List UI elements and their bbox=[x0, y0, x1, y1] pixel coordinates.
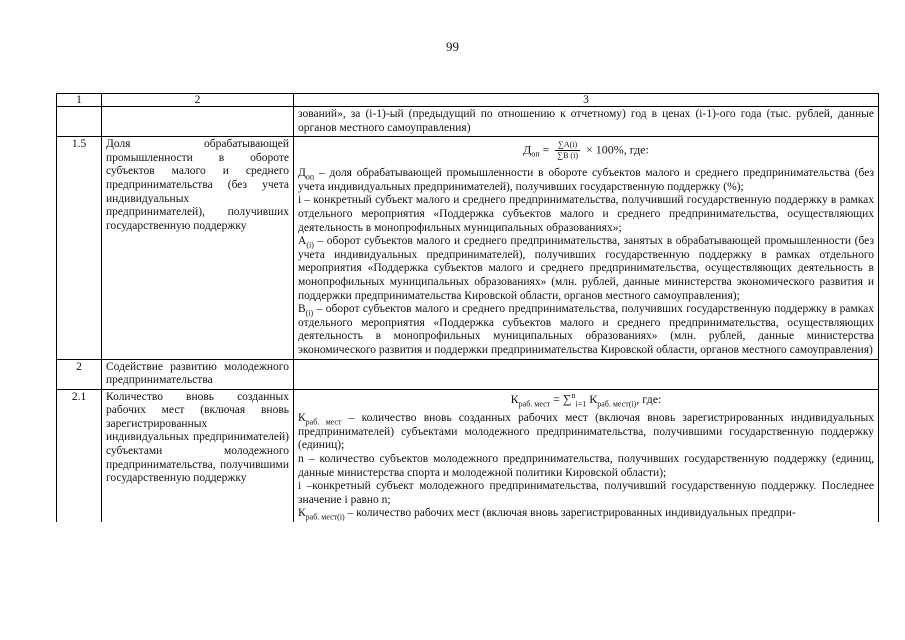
definition-text: – количество вновь созданных рабочих мест (включая вновь зарегистрированных индивидуальных предпринимателей) субъектами молодежного предпринимательства, получившими государственную поддержку (единиц); bbox=[298, 412, 874, 452]
formula-rhs-sub: раб. мест(i) bbox=[597, 399, 637, 409]
symbol: Д bbox=[298, 167, 306, 180]
symbol-sub: раб. мест bbox=[305, 417, 342, 427]
continuation-text: зований», за (i-1)-ый (предыдущий по отношению к отчетному) год в ценах (i-1)-ого года (тыс. рублей, данные органов местного самоуправления) bbox=[294, 107, 879, 137]
indicator-name: Содействие развитию молодежного предпринимательства bbox=[102, 359, 294, 389]
formula-sum-lower: i=1 bbox=[575, 399, 587, 409]
formula-lhs: К bbox=[510, 391, 519, 406]
symbol: К bbox=[298, 507, 306, 520]
definition-k bbox=[298, 412, 874, 453]
header-col-2: 2 bbox=[102, 94, 294, 107]
indicators-table bbox=[56, 93, 879, 522]
formula bbox=[298, 138, 874, 167]
symbol: В bbox=[298, 303, 306, 316]
definition-text: – количество рабочих мест (включая вновь зарегистрированных индивидуальных предпри- bbox=[344, 507, 796, 520]
indicator-description bbox=[294, 389, 879, 522]
definition-text: – оборот субъектов малого и среднего предпринимательства, занятых в обрабатывающей промышленности (без учета индивидуальных предпринимателей), получивших государственную поддержку в рамках отдельного мероприятия «Поддержка субъектов малого и среднего предпринимательства, осуществляющих деятельность в монопрофильных муниципальных образованиях» (млн. рублей, данные министерства экономического развития и поддержки предпринимательства Кировской области, органов местного самоуправления); bbox=[298, 235, 874, 302]
table-header-row bbox=[57, 94, 879, 107]
table-row bbox=[57, 359, 879, 389]
formula-numerator: ∑A(i) bbox=[555, 140, 580, 151]
definition-b bbox=[298, 303, 874, 357]
definition-d bbox=[298, 167, 874, 194]
row-number: 2.1 bbox=[57, 389, 102, 522]
definition-n: n – количество субъектов молодежного предпринимательства, получивших государственную поддержку (единиц, данные министерства спорта и молодежной политики Кировской области); bbox=[298, 453, 874, 479]
definition-i: i – конкретный субъект малого и среднего предпринимательства, получивший государственную поддержку в рамках отдельного мероприятия «Поддержка субъектов малого и среднего предпринимательства, осуществляющих деятельность в монопрофильных муниципальных образованиях»; bbox=[298, 194, 874, 234]
symbol: А bbox=[298, 235, 307, 248]
symbol: К bbox=[298, 412, 306, 425]
table-row bbox=[57, 107, 879, 137]
indicator-description bbox=[294, 359, 879, 389]
formula-lhs: Д bbox=[523, 142, 532, 157]
header-col-3: 3 bbox=[294, 94, 879, 107]
formula-equals: = bbox=[542, 142, 550, 157]
symbol-sub: (i) bbox=[306, 240, 314, 250]
formula-sum-sign: ∑ bbox=[562, 391, 572, 406]
header-col-1: 1 bbox=[57, 94, 102, 107]
definition-text: – доля обрабатывающей промышленности в обороте субъектов малого и среднего предпринимательства (без учета индивидуальных предпринимателей), получивших государственную поддержку (%); bbox=[298, 167, 874, 193]
page-number: 99 bbox=[446, 39, 459, 54]
formula-tail: , где: bbox=[636, 391, 662, 406]
table-row bbox=[57, 389, 879, 522]
row-number: 1.5 bbox=[57, 137, 102, 359]
indicator-name-cell bbox=[102, 107, 294, 137]
formula-sum-upper: n bbox=[571, 390, 576, 400]
formula-lhs-sub: оп bbox=[531, 149, 540, 159]
indicator-name: Количество вновь созданных рабочих мест (включая вновь зарегистрированных индивидуальных предпринимателей) субъектами молодежного предпринимательства, получившими государственную поддержку bbox=[102, 389, 294, 522]
formula-equals: = bbox=[550, 391, 563, 406]
formula-tail: × 100%, где: bbox=[585, 142, 649, 157]
row-number: 2 bbox=[57, 359, 102, 389]
formula bbox=[298, 391, 874, 413]
symbol-sub: раб. мест(i) bbox=[305, 512, 345, 522]
table-row bbox=[57, 137, 879, 359]
formula-denominator: ∑B (i) bbox=[557, 151, 578, 161]
row-number-cell bbox=[57, 107, 102, 137]
formula-fraction bbox=[555, 140, 580, 161]
definition-text: – оборот субъектов малого и среднего предпринимательства, получивших государственную поддержку в рамках отдельного мероприятия «Поддержка субъектов малого и среднего предпринимательства, осуществляющих деятельность в монопрофильных муниципальных образованиях» (млн. рублей, данные министерства экономического развития и поддержки предпринимательства Кировской области, органов местного самоуправления) bbox=[298, 303, 874, 356]
definition-ki bbox=[298, 507, 874, 521]
symbol-sub: (i) bbox=[305, 308, 314, 318]
indicator-name: Доля обрабатывающей промышленности в обороте субъектов малого и среднего предпринимательства (без учета индивидуальных предпринимателей), получивших государственную поддержку bbox=[102, 137, 294, 359]
definition-a bbox=[298, 235, 874, 303]
definition-i: i –конкретный субъект молодежного предпринимательства, получивший государственную поддержку. Последнее значение i равно n; bbox=[298, 480, 874, 506]
formula-rhs: К bbox=[586, 391, 598, 406]
indicator-description bbox=[294, 137, 879, 359]
symbol-sub: оп bbox=[305, 172, 315, 182]
formula-lhs-sub: раб. мест bbox=[518, 399, 551, 409]
